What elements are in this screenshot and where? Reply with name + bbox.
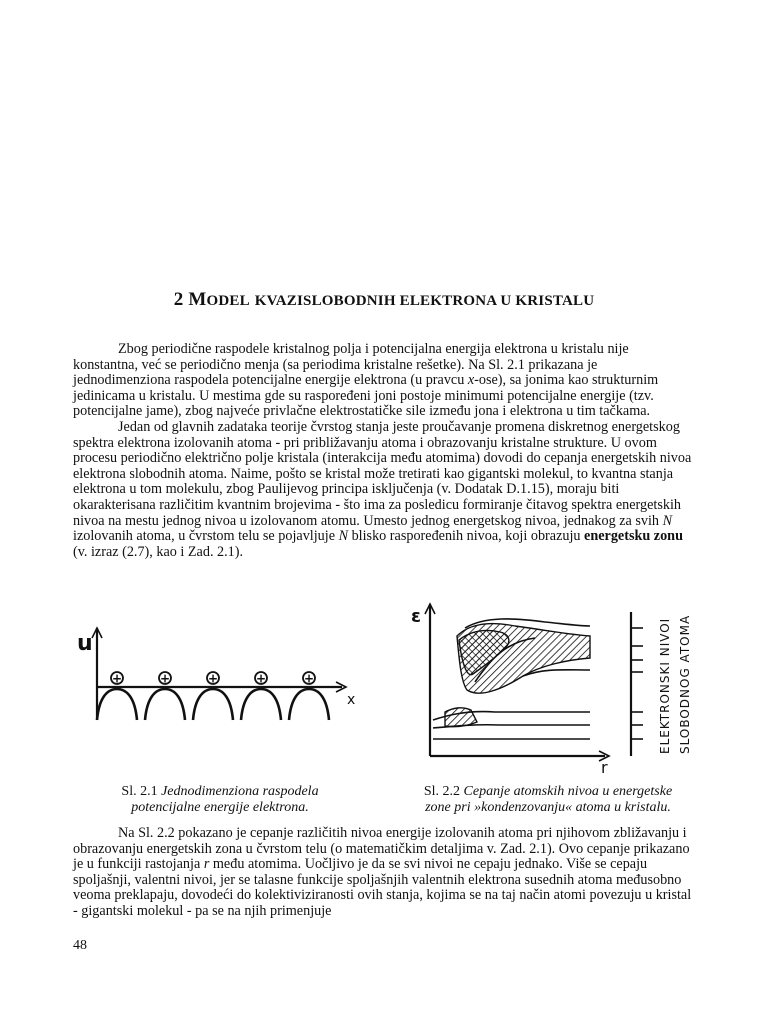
figure-2-2 [405, 598, 715, 776]
ion-marker [255, 672, 267, 686]
ion-marker [303, 672, 315, 686]
ion-symbol: + [303, 671, 315, 686]
figure-2-1 [70, 620, 370, 730]
potential-wells [97, 689, 329, 720]
ion-symbol: + [207, 671, 219, 686]
heading-smallcaps-2: KVAZISLOBODNIH ELEKTRONA U KRISTALU [254, 293, 595, 309]
potential-well [145, 689, 185, 720]
ion-markers [111, 672, 315, 686]
ion-marker [207, 672, 219, 686]
ion-marker [111, 672, 123, 686]
paragraph-2: Jedan od glavnih zadataka teorije čvrstog stanja jeste proučavanje promena diskretnog energetskog spektra elektrona izolovanih atoma - pri približavanju atoma i obrazovanju kristalne strukture. U ovom procesu periodično električno polje kristala (interakcija među atomima) dovodi do cepanja energetskih nivoa elektrona slobodnih atoma. Naime, pošto se kristal može tretirati kao gigantski molekul, to kvantna stanja elektrona u tom molekulu, zbog Paulijevog principa isključenja (v. Dodatak D.1.15), moraju biti okarakterisana različitim kvantnim brojevima - što ima za posledicu formiranje čitavog spektra energetskih nivoa na mestu jednog nivoa u izolovanom atomu. Umesto jednog energetskog nivoa, jednakog za svih N izolovanih atoma, u čvrstom telu se pojavljuje N blisko raspoređenih nivoa, koji obrazuju energetsku zonu (v. izraz (2.7), kao i Zad. 2.1). [73, 418, 692, 560]
emphasis-energy-band: energetsku zonu [584, 528, 683, 545]
heading-smallcaps-1: ODEL [206, 293, 250, 309]
side-label-electron-levels: ELEKTRONSKI NIVOI [658, 617, 672, 754]
fig2-x-label: r [601, 758, 608, 776]
potential-well [289, 689, 329, 720]
ion-symbol: + [111, 671, 123, 686]
ion-marker [159, 672, 171, 686]
ion-symbol: + [255, 671, 267, 686]
caption-fig-2-2: Sl. 2.2 Cepanje atomskih nivoa u energetske zone pri »kondenzovanju« atoma u kristalu. [423, 784, 673, 815]
fig1-x-label: x [347, 692, 356, 708]
potential-well [241, 689, 281, 720]
page-number: 48 [73, 938, 87, 953]
fig2-y-label: ε [411, 606, 422, 627]
potential-well [97, 689, 137, 720]
heading-cap: M [188, 289, 207, 310]
paragraph-3: Na Sl. 2.2 pokazano je cepanje različitih nivoa energije izolovanih atoma pri njihovom zbližavanju i obrazovanju energetskih zona u čvrstom telu (o matematičkim detaljima v. Zad. 2.1). Ovo cepanje prikazano je u funkciji rastojanja r među atomima. Uočljivo je da se svi nivoi ne cepaju jednako. Više se cepaju spoljašnji, valentni nivoi, jer se talasne funkcije spoljašnjih valentnih elektrona susednih atoma međusobno veoma preklapaju, dovodeći do kolektiviziranosti ovih stanja, kojima se na taj način atomi povezuju u kristal - gigantski molekul - pa se na njih primenjuje [73, 825, 692, 919]
lower-band-hatched [445, 708, 477, 727]
ion-symbol: + [159, 671, 171, 686]
paragraph-1: Zbog periodične raspodele kristalnog polja i potencijalna energija elektrona u kristalu nije konstantna, već se periodično menja (sa periodima kristalne rešetke). Na Sl. 2.1 prikazana je jednodimenziona raspodela potencijalne energije elektrona (u pravcu x-ose), sa jonima kao strukturnim jedinicama u kristalu. U mestima gde su raspoređeni joni postoje minimumi potencijalne energije (tzv. potencijalne jame), zbog najveće privlačne elektrostatičke sile između jona i elektrona u tim tačkama. [73, 341, 659, 420]
body-text-top [73, 342, 695, 560]
free-atom-levels [631, 628, 643, 739]
fig1-y-label: u [77, 631, 93, 656]
chapter-heading [0, 289, 768, 311]
chapter-number: 2 [173, 289, 184, 310]
caption-fig-2-1: Sl. 2.1 Jednodimenziona raspodela potencijalne energije elektrona. [121, 784, 319, 815]
potential-well [193, 689, 233, 720]
side-label-free-atom: SLOBODNOG ATOMA [678, 614, 692, 754]
